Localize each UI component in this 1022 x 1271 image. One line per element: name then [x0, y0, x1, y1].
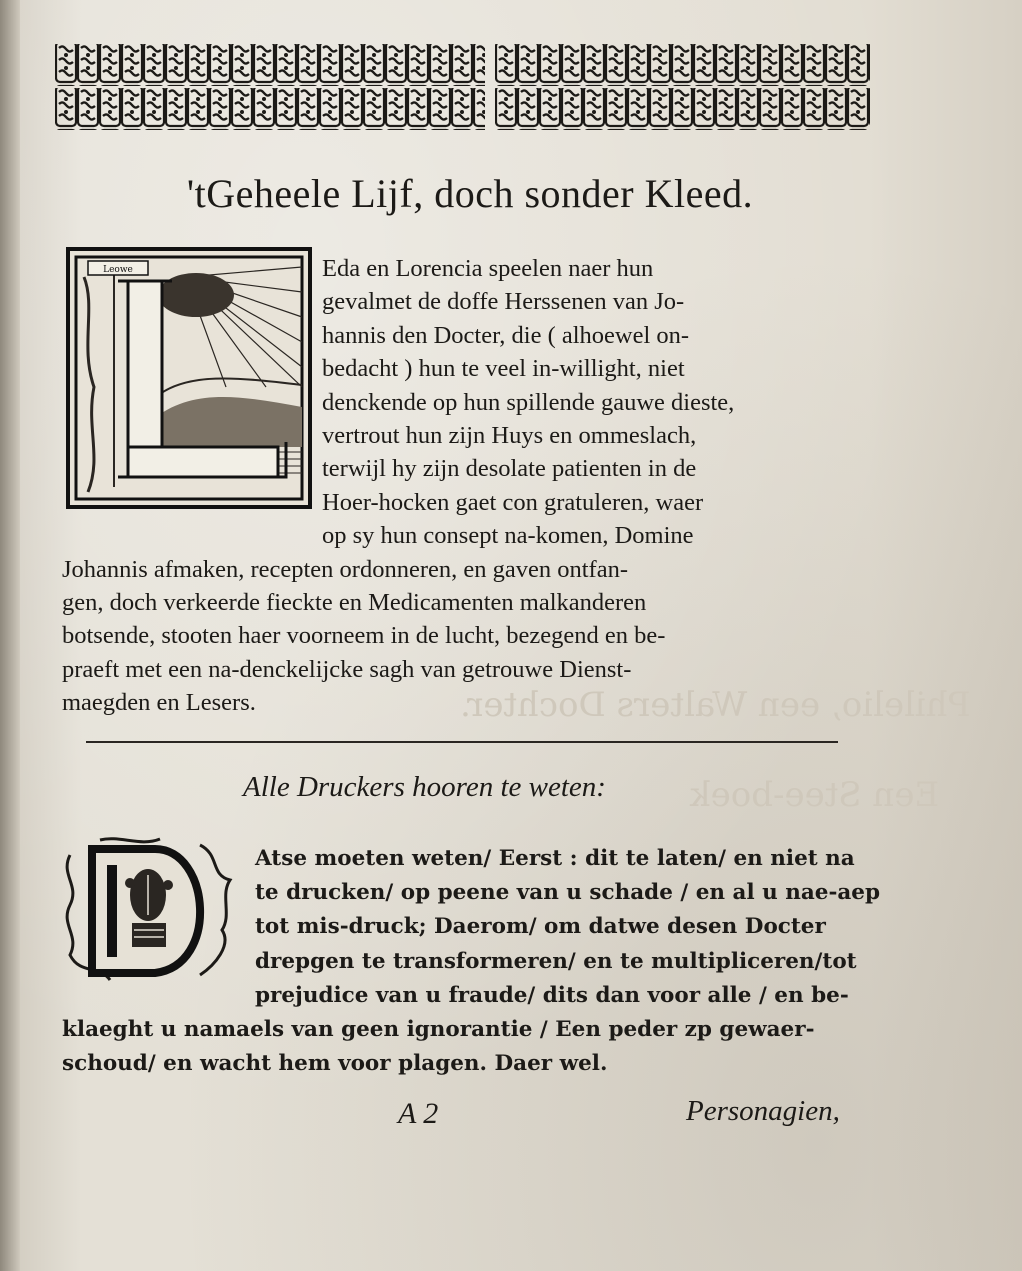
- section-divider: [86, 741, 838, 743]
- text-line: Johannis afmaken, recepten ordonneren, en gaven ontfan-: [62, 555, 628, 583]
- text-line: schoud/ en wacht hem voor plagen. Daer wel.: [62, 1051, 608, 1077]
- text-line: gevalmet de doffe Herssenen van Jo-: [322, 288, 685, 316]
- intro-paragraph: [62, 252, 867, 720]
- text-line: terwijl hy zijn desolate patienten in de: [322, 455, 697, 483]
- text-line: vertrout hun zijn Huys en ommeslach,: [322, 422, 697, 450]
- bleed-through-text: Een Stee-boek: [690, 775, 940, 815]
- binding-gutter: [0, 0, 20, 1271]
- text-line: gen, doch verkeerde fieckte en Medicamenten malkanderen: [62, 589, 647, 617]
- signature-mark: A 2: [398, 1097, 439, 1130]
- catchword: Personagien,: [686, 1095, 840, 1127]
- ornamental-header-band: [55, 40, 870, 135]
- text-line: praeft met een na-denckelijcke sagh van getrouwe Dienst-: [62, 655, 632, 683]
- text-line: op sy hun consept na-komen, Domine: [322, 522, 694, 550]
- printers-notice: [62, 842, 881, 1081]
- text-line: maegden en Lesers.: [62, 689, 256, 717]
- text-line: botsende, stooten haer voorneem in de lucht, bezegend en be-: [62, 622, 666, 650]
- text-line: tot mis-druck; Daerom/ om datwe desen Docter: [255, 914, 826, 940]
- text-line: klaeght u namaels van geen ignorantie / Een peder zp gewaer-: [62, 1017, 815, 1043]
- text-line: bedacht ) hun te veel in-willight, niet: [322, 355, 685, 383]
- text-line: Atse moeten weten/ Eerst : dit te laten/ en niet na: [255, 846, 855, 871]
- text-line: te drucken/ op peene van u schade / en al u nae-aep: [255, 880, 881, 906]
- text-line: Eda en Lorencia speelen naer hun: [322, 255, 654, 282]
- text-line: drepgen te transformeren/ en te multipliceren/tot: [255, 948, 857, 974]
- text-line: denckende op hun spillende gauwe dieste,: [322, 388, 735, 416]
- text-line: hannis den Docter, die ( alhoewel on-: [322, 321, 690, 349]
- bleed-through-text: Philelio, een Walters Dochter.: [460, 685, 971, 725]
- text-line: prejudice van u fraude/ dits dan voor alle / en be-: [255, 982, 849, 1008]
- section-heading: Alle Druckers hooren te weten:: [243, 771, 606, 803]
- initial-banner-text: Leowe: [103, 265, 133, 275]
- page-title: 'tGeheele Lijf, doch sonder Kleed.: [186, 171, 754, 216]
- text-line: Hoer-hocken gaet con gratuleren, waer: [322, 488, 704, 516]
